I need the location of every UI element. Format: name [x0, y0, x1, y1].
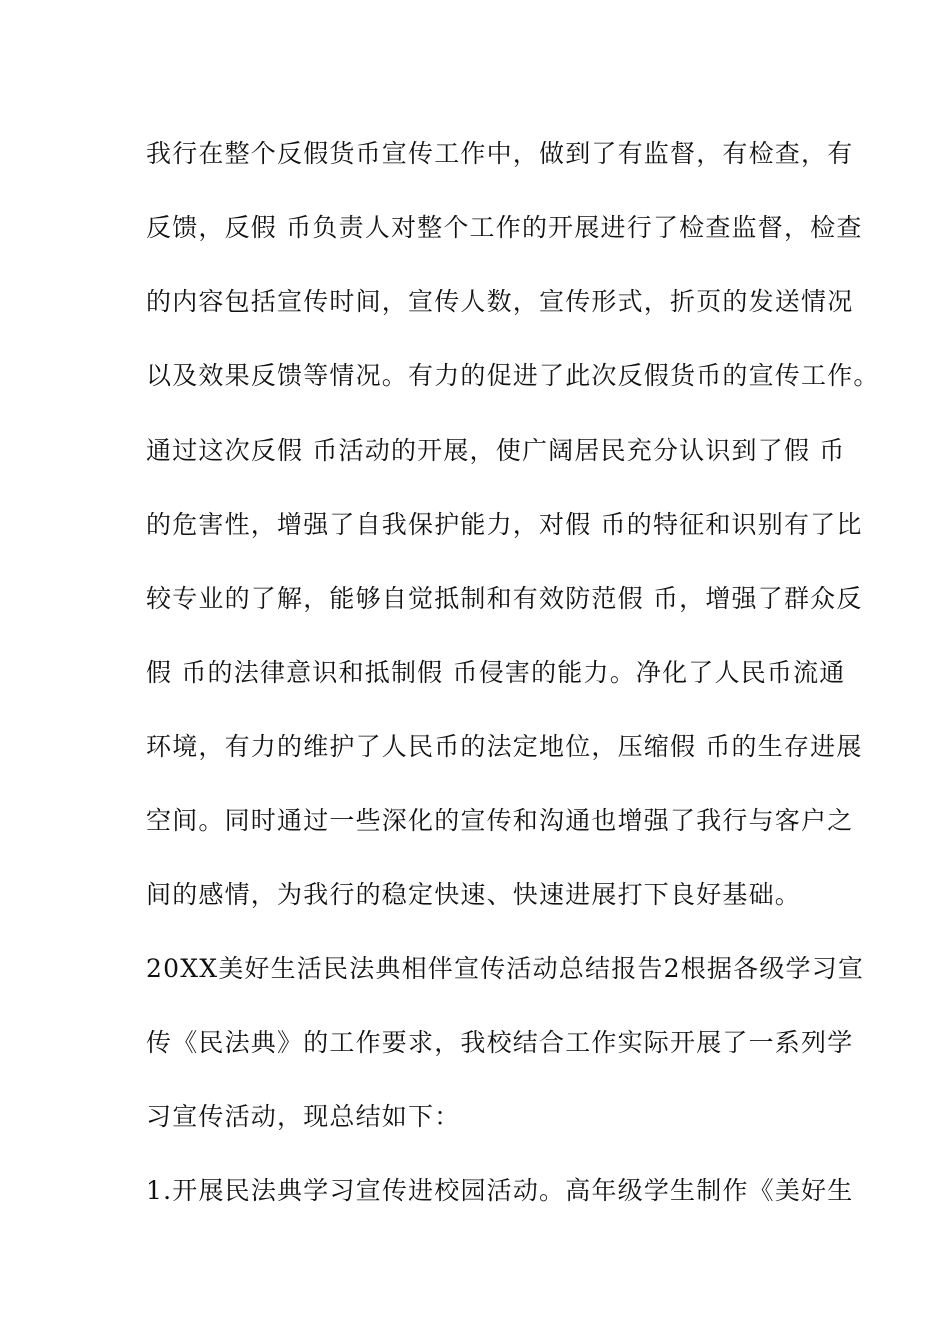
text-line: 空间。同时通过一些深化的宣传和沟通也增强了我行与客户之: [146, 806, 854, 835]
text-line: 间的感情，为我行的稳定快速、快速进展打下良好基础。: [146, 880, 802, 909]
text-line: 的危害性，增强了自我保护能力，对假 币的特征和识别有了比: [146, 510, 863, 539]
text-line: 通过这次反假 币活动的开展，使广阔居民充分认识到了假 币: [146, 436, 846, 465]
text-line: 传《民法典》的工作要求，我校结合工作实际开展了一系列学: [146, 1028, 854, 1057]
text-line: 习宣传活动，现总结如下：: [146, 1102, 461, 1131]
text-line: 以及效果反馈等情况。有力的促进了此次反假货币的宣传工作。: [146, 361, 880, 390]
text-line: 的内容包括宣传时间，宣传人数，宣传形式，折页的发送情况: [146, 287, 854, 316]
text-line: 假 币的法律意识和抵制假 币侵害的能力。净化了人民币流通: [146, 658, 846, 687]
text-line: 1.开展民法典学习宣传进校园活动。高年级学生制作《美好生: [146, 1176, 854, 1205]
text-line: 反馈，反假 币负责人对整个工作的开展进行了检查监督，检查: [146, 213, 863, 242]
text-line: 20XX美好生活民法典相伴宣传活动总结报告2根据各级学习宣: [146, 954, 865, 983]
text-line: 我行在整个反假货币宣传工作中，做到了有监督，有检查，有: [146, 139, 854, 168]
text-line: 环境，有力的维护了人民币的法定地位，压缩假 币的生存进展: [146, 732, 863, 761]
text-line: 较专业的了解，能够自觉抵制和有效防范假 币，增强了群众反: [146, 584, 863, 613]
